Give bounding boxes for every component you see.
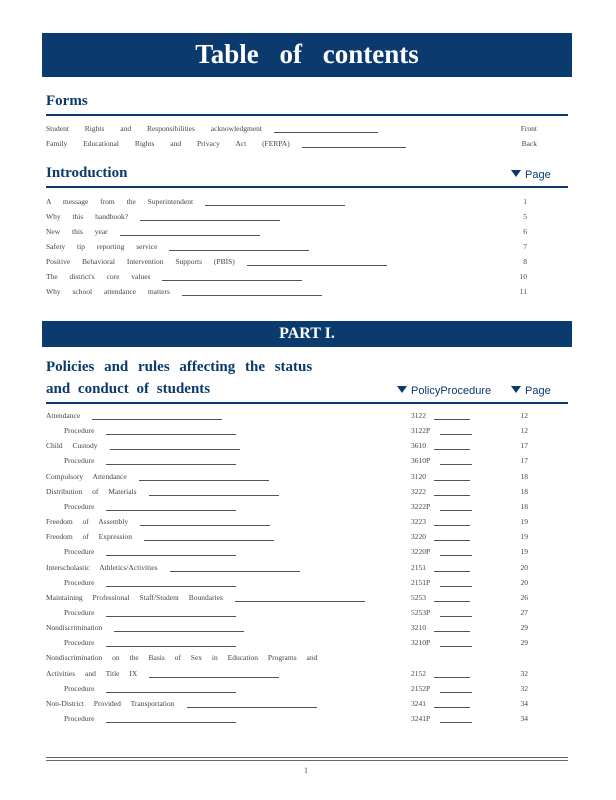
policy-code: 2151 <box>411 562 426 572</box>
code-leader <box>440 555 472 556</box>
policy-code: 2152 <box>411 668 426 678</box>
dot-leader <box>106 555 236 556</box>
toc-entry[interactable] <box>0 227 616 241</box>
code-leader <box>440 434 472 435</box>
entry-label: Maintaining Professional Staff/Student Boundaries <box>46 592 223 602</box>
dot-leader <box>182 295 322 296</box>
dot-leader <box>144 540 274 541</box>
page-ref: 19 <box>520 547 528 557</box>
dot-leader <box>106 586 236 587</box>
entry-label: Procedure <box>64 714 95 723</box>
dot-leader <box>140 220 280 221</box>
dot-leader <box>139 480 269 481</box>
title-banner <box>42 33 572 77</box>
code-leader <box>434 525 470 526</box>
page-ref: 7 <box>523 242 527 251</box>
code-leader <box>440 616 472 617</box>
entry-label: Non-District Provided Transportation <box>46 698 175 708</box>
dot-leader <box>106 464 236 465</box>
entry-label: Compulsory Attendance <box>46 471 127 481</box>
page-ref: 26 <box>520 592 528 602</box>
code-leader <box>434 707 470 708</box>
code-leader <box>434 571 470 572</box>
policies-page-column-header <box>511 385 551 397</box>
toc-entry[interactable] <box>0 593 616 607</box>
page-ref: 20 <box>520 577 528 587</box>
page-ref: 19 <box>520 517 528 527</box>
dot-leader <box>187 707 317 708</box>
policy-code: 3610P <box>411 456 431 466</box>
code-leader <box>440 722 472 723</box>
policies-heading-line1: Policies and rules affecting the status <box>46 359 313 375</box>
toc-entry[interactable] <box>0 517 616 531</box>
toc-entry[interactable] <box>0 563 616 577</box>
policies-heading-line2: and conduct of students <box>46 381 211 397</box>
part-banner <box>42 321 572 347</box>
entry-label: Nondiscrimination <box>46 623 103 633</box>
entry-label: Child Custody <box>46 441 98 451</box>
dot-leader <box>170 571 300 572</box>
page-number: 1 <box>304 766 308 775</box>
part-label: PART I. <box>279 325 335 342</box>
policy-code: 2151P <box>411 577 431 587</box>
entry-label: Freedom of Expression <box>46 532 132 542</box>
page-ref: Back <box>521 139 537 148</box>
entry-label: Activities and Title IX <box>46 668 138 678</box>
dot-leader <box>140 525 270 526</box>
forms-heading: Forms <box>46 93 88 109</box>
policy-code: 3223 <box>411 517 426 527</box>
intro-heading: Introduction <box>46 165 128 181</box>
policy-code: 3120 <box>411 471 426 481</box>
entry-label: Procedure <box>64 607 95 617</box>
footer-rule-top <box>46 757 568 758</box>
dot-leader <box>247 265 387 266</box>
page-ref: 10 <box>519 272 527 281</box>
page-ref: 1 <box>523 197 527 206</box>
policy-code: 3610 <box>411 441 426 451</box>
toc-entry[interactable] <box>0 532 616 546</box>
page-ref: 27 <box>520 607 528 617</box>
forms-rule <box>46 114 568 116</box>
triangle-down-icon <box>397 386 407 393</box>
policy-code: 2152P <box>411 683 431 693</box>
toc-entry[interactable] <box>0 426 616 440</box>
dot-leader <box>169 250 309 251</box>
entry-label: Distribution of Materials <box>46 486 137 496</box>
code-leader <box>434 677 470 678</box>
intro-page-column-header <box>511 169 551 181</box>
page-title: Table of contents <box>195 39 419 69</box>
toc-entry[interactable] <box>0 653 616 667</box>
toc-entry[interactable] <box>0 456 616 470</box>
entry-label: Positive Behavioral Intervention Supports (PBIS) <box>46 257 235 266</box>
page-ref: 32 <box>520 683 528 693</box>
policy-code: 3220 <box>411 532 426 542</box>
toc-entry[interactable] <box>0 578 616 592</box>
page-ref: 17 <box>520 441 528 451</box>
entry-label: Procedure <box>64 456 95 466</box>
triangle-down-icon <box>511 386 521 393</box>
dot-leader <box>106 434 236 435</box>
page-ref: 29 <box>520 638 528 648</box>
code-leader <box>440 464 472 465</box>
page-ref: 18 <box>520 471 528 481</box>
entry-label: Procedure <box>64 501 95 511</box>
entry-label: New this year <box>46 227 108 236</box>
entry-label: Nondiscrimination on the Basis of Sex in Education Programs and <box>46 653 318 663</box>
code-leader <box>434 419 470 420</box>
intro-rule <box>46 186 568 188</box>
entry-label: Procedure <box>64 547 95 557</box>
page-ref: 32 <box>520 668 528 678</box>
policy-column-header <box>397 385 491 397</box>
toc-entry[interactable] <box>0 714 616 728</box>
code-leader <box>440 586 472 587</box>
entry-label: Student Rights and Responsibilities acknowledgment <box>46 124 262 133</box>
code-leader <box>434 540 470 541</box>
dot-leader <box>106 616 236 617</box>
entry-label: Attendance <box>46 411 81 420</box>
policy-col-label: PolicyProcedure <box>411 385 492 397</box>
dot-leader <box>149 677 279 678</box>
dot-leader <box>162 280 302 281</box>
policy-code: 3210P <box>411 638 431 648</box>
dot-leader <box>302 147 406 148</box>
toc-entry[interactable] <box>0 287 616 301</box>
page-ref: 18 <box>520 501 528 511</box>
toc-entry[interactable] <box>0 502 616 516</box>
code-leader <box>440 692 472 693</box>
entry-label: Procedure <box>64 577 95 587</box>
policies-page-col-label: Page <box>525 385 551 397</box>
toc-entry[interactable] <box>0 699 616 713</box>
toc-entry[interactable] <box>0 608 616 622</box>
policy-code: 3122P <box>411 426 431 436</box>
code-leader <box>434 495 470 496</box>
entry-label: Procedure <box>64 638 95 648</box>
dot-leader <box>92 419 222 420</box>
page-ref: Front <box>520 124 537 133</box>
policy-code: 3210 <box>411 623 426 633</box>
policy-code: 3241P <box>411 714 431 723</box>
triangle-down-icon <box>511 170 521 177</box>
toc-entry[interactable] <box>0 472 616 486</box>
entry-label: Safety tip reporting service <box>46 242 158 251</box>
toc-entry[interactable] <box>0 623 616 637</box>
entry-label: Why school attendance matters <box>46 287 170 296</box>
footer-rule-bottom <box>46 760 568 761</box>
page-ref: 29 <box>520 623 528 633</box>
code-leader <box>440 510 472 511</box>
dot-leader <box>110 449 240 450</box>
toc-entry[interactable] <box>0 197 616 211</box>
code-leader <box>434 631 470 632</box>
toc-entry[interactable] <box>0 257 616 271</box>
page-ref: 17 <box>520 456 528 466</box>
code-leader <box>434 601 470 602</box>
toc-entry[interactable] <box>0 669 616 683</box>
page-ref: 19 <box>520 532 528 542</box>
toc-entry[interactable] <box>0 139 616 153</box>
dot-leader <box>114 631 244 632</box>
entry-label: A message from the Superintendent <box>46 197 194 206</box>
entry-label: Family Educational Rights and Privacy Act (FERPA) <box>46 139 290 148</box>
page-ref: 12 <box>520 411 528 420</box>
entry-label: Procedure <box>64 426 95 436</box>
toc-entry[interactable] <box>0 242 616 256</box>
code-leader <box>440 646 472 647</box>
toc-entry[interactable] <box>0 272 616 286</box>
page-ref: 12 <box>520 426 528 436</box>
dot-leader <box>235 601 365 602</box>
entry-label: Freedom of Assembly <box>46 517 129 527</box>
toc-entry[interactable] <box>0 411 616 425</box>
policy-code: 3122 <box>411 411 426 420</box>
page-ref: 18 <box>520 486 528 496</box>
policies-rule <box>46 402 568 404</box>
toc-entry[interactable] <box>0 684 616 698</box>
entry-label: The district's core values <box>46 272 151 281</box>
policy-code: 3222 <box>411 486 426 496</box>
page-ref: 5 <box>523 212 527 221</box>
entry-label: Why this handbook? <box>46 212 129 221</box>
page-ref: 34 <box>520 714 528 723</box>
dot-leader <box>106 646 236 647</box>
entry-label: Interscholastic Athletics/Activities <box>46 562 158 572</box>
page-ref: 6 <box>523 227 527 236</box>
dot-leader <box>120 235 260 236</box>
toc-entry[interactable] <box>0 487 616 501</box>
policy-code: 5253 <box>411 592 426 602</box>
page-ref: 8 <box>523 257 527 266</box>
intro-page-col-label: Page <box>525 169 551 181</box>
dot-leader <box>106 722 236 723</box>
policy-code: 5253P <box>411 607 431 617</box>
dot-leader <box>106 692 236 693</box>
page-ref: 34 <box>520 698 528 708</box>
dot-leader <box>205 205 345 206</box>
code-leader <box>434 449 470 450</box>
toc-entry[interactable] <box>0 441 616 455</box>
toc-entry[interactable] <box>0 212 616 226</box>
policy-code: 3241 <box>411 698 426 708</box>
page-ref: 11 <box>519 287 527 296</box>
dot-leader <box>106 510 236 511</box>
policy-code: 3220P <box>411 547 431 557</box>
code-leader <box>434 480 470 481</box>
dot-leader <box>149 495 279 496</box>
dot-leader <box>274 132 378 133</box>
toc-entry[interactable] <box>0 547 616 561</box>
policy-code: 3222P <box>411 501 431 511</box>
entry-label: Procedure <box>64 683 95 693</box>
toc-entry[interactable] <box>0 638 616 652</box>
toc-entry[interactable] <box>0 124 616 138</box>
page-ref: 20 <box>520 562 528 572</box>
